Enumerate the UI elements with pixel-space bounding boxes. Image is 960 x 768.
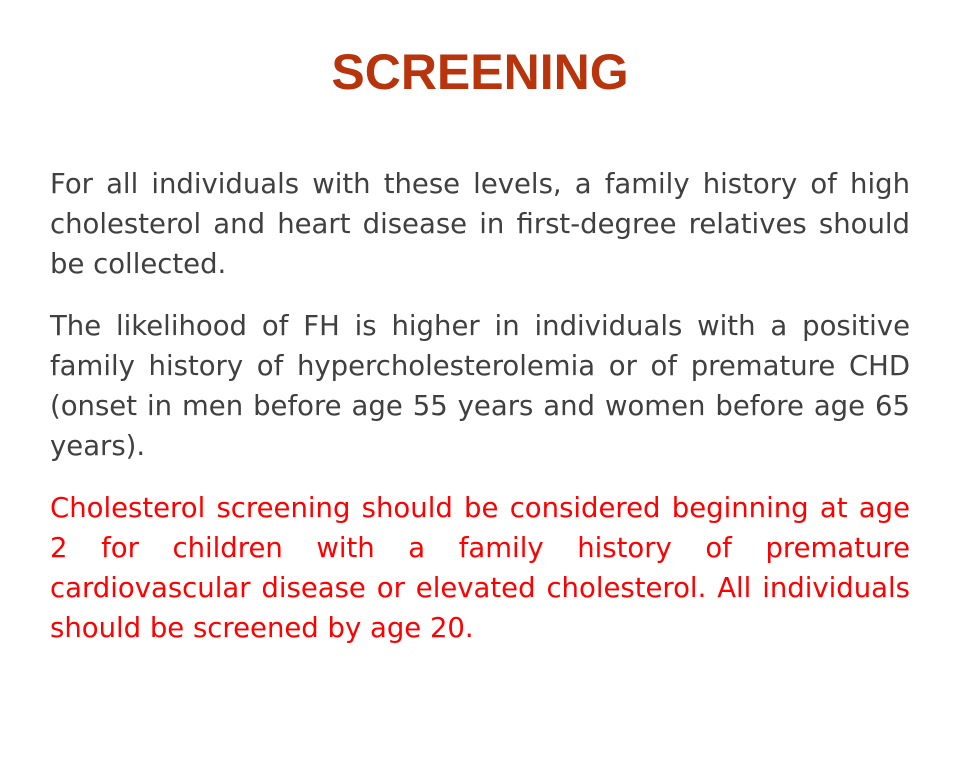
paragraph-fh-likelihood: The likelihood of FH is higher in individuals with a positive family history of hypercholesterolemia or of premature CHD (onset in men before age 55 years and women before age 65 years). [50,310,910,462]
paragraph-family-history: For all individuals with these levels, a family history of high cholesterol and heart disease in first-degree relatives should be collected. [50,168,910,280]
paragraph-screening-recommendation: Cholesterol screening should be considered beginning at age 2 for children with a family history of premature cardiovascular disease or elevated cholesterol. All individuals should be screened by age 20. [50,492,910,644]
slide-body [50,164,910,670]
slide-title: SCREENING [331,44,629,100]
